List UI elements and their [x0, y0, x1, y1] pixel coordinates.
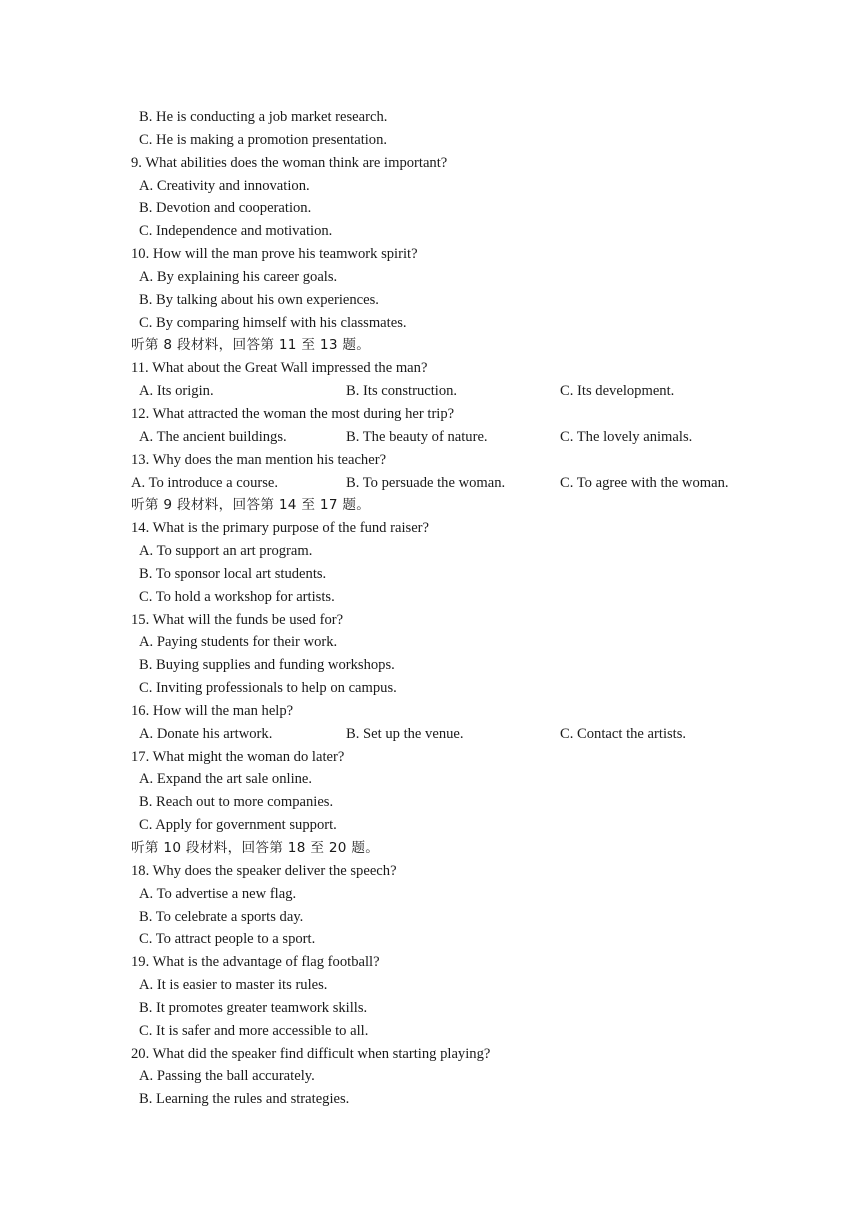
question-line: 11. What about the Great Wall impressed the man?	[131, 360, 428, 377]
section-instruction: 听第 9 段材料，回答第 14 至 17 题。	[131, 497, 371, 514]
option-line: C. Inviting professionals to help on campus.	[139, 680, 397, 697]
option-line: C. By comparing himself with his classmates.	[139, 314, 407, 331]
option-a: A. Donate his artwork.	[139, 725, 273, 742]
option-row	[131, 472, 771, 495]
option-line: A. Passing the ball accurately.	[139, 1068, 315, 1085]
option-b: B. To persuade the woman.	[346, 474, 506, 491]
option-b: B. The beauty of nature.	[346, 428, 488, 445]
document-page	[131, 106, 771, 1111]
option-a: A. The ancient buildings.	[139, 428, 287, 445]
question-line: 18. Why does the speaker deliver the speech?	[131, 862, 397, 879]
option-b: B. Its construction.	[346, 383, 458, 400]
question-line: 12. What attracted the woman the most during her trip?	[131, 405, 455, 422]
option-line: B. By talking about his own experiences.	[139, 291, 379, 308]
section-instruction: 听第 10 段材料，回答第 18 至 20 题。	[131, 840, 380, 856]
option-row	[131, 426, 771, 449]
option-row	[131, 723, 771, 746]
option-line: B. Buying supplies and funding workshops.	[139, 657, 395, 674]
question-line: 17. What might the woman do later?	[131, 748, 345, 765]
option-line: B. To celebrate a sports day.	[139, 908, 304, 925]
option-c: C. Its development.	[560, 383, 675, 400]
question-line: 14. What is the primary purpose of the fund raiser?	[131, 520, 430, 537]
option-line: A. Paying students for their work.	[139, 634, 338, 651]
option-line: A. By explaining his career goals.	[139, 268, 338, 285]
option-line: C. To attract people to a sport.	[139, 931, 316, 948]
question-line: 10. How will the man prove his teamwork spirit?	[131, 246, 418, 263]
option-row	[131, 380, 771, 403]
option-line: C. Independence and motivation.	[139, 223, 333, 240]
question-line: 20. What did the speaker find difficult when starting playing?	[131, 1045, 491, 1062]
option-line: A. It is easier to master its rules.	[139, 977, 328, 994]
option-line: A. Expand the art sale online.	[139, 771, 313, 788]
option-c: C. To agree with the woman.	[560, 474, 729, 491]
option-a: A. Its origin.	[139, 383, 214, 400]
option-line: B. He is conducting a job market research.	[139, 109, 388, 125]
question-line: 13. Why does the man mention his teacher?	[131, 451, 387, 468]
option-line: C. It is safer and more accessible to all.	[139, 1022, 369, 1039]
option-b: B. Set up the venue.	[346, 725, 464, 742]
option-line: B. To sponsor local art students.	[139, 565, 327, 582]
question-line: 9. What abilities does the woman think are important?	[131, 154, 448, 171]
section-instruction: 听第 8 段材料，回答第 11 至 13 题。	[131, 337, 371, 354]
option-a: A. To introduce a course.	[131, 474, 279, 491]
option-line: A. To advertise a new flag.	[139, 885, 297, 902]
option-c: C. The lovely animals.	[560, 428, 693, 445]
option-line: C. To hold a workshop for artists.	[139, 588, 335, 605]
option-line: C. He is making a promotion presentation.	[139, 131, 388, 148]
option-line: B. Reach out to more companies.	[139, 794, 334, 811]
option-line: B. It promotes greater teamwork skills.	[139, 999, 368, 1016]
question-line: 16. How will the man help?	[131, 702, 294, 719]
option-line: B. Learning the rules and strategies.	[139, 1091, 350, 1108]
option-line: A. Creativity and innovation.	[139, 177, 310, 194]
question-line: 15. What will the funds be used for?	[131, 611, 344, 628]
question-line: 19. What is the advantage of flag football?	[131, 954, 380, 971]
option-line: A. To support an art program.	[139, 543, 313, 560]
option-line: B. Devotion and cooperation.	[139, 200, 312, 217]
option-c: C. Contact the artists.	[560, 725, 687, 742]
option-line: C. Apply for government support.	[139, 817, 337, 834]
